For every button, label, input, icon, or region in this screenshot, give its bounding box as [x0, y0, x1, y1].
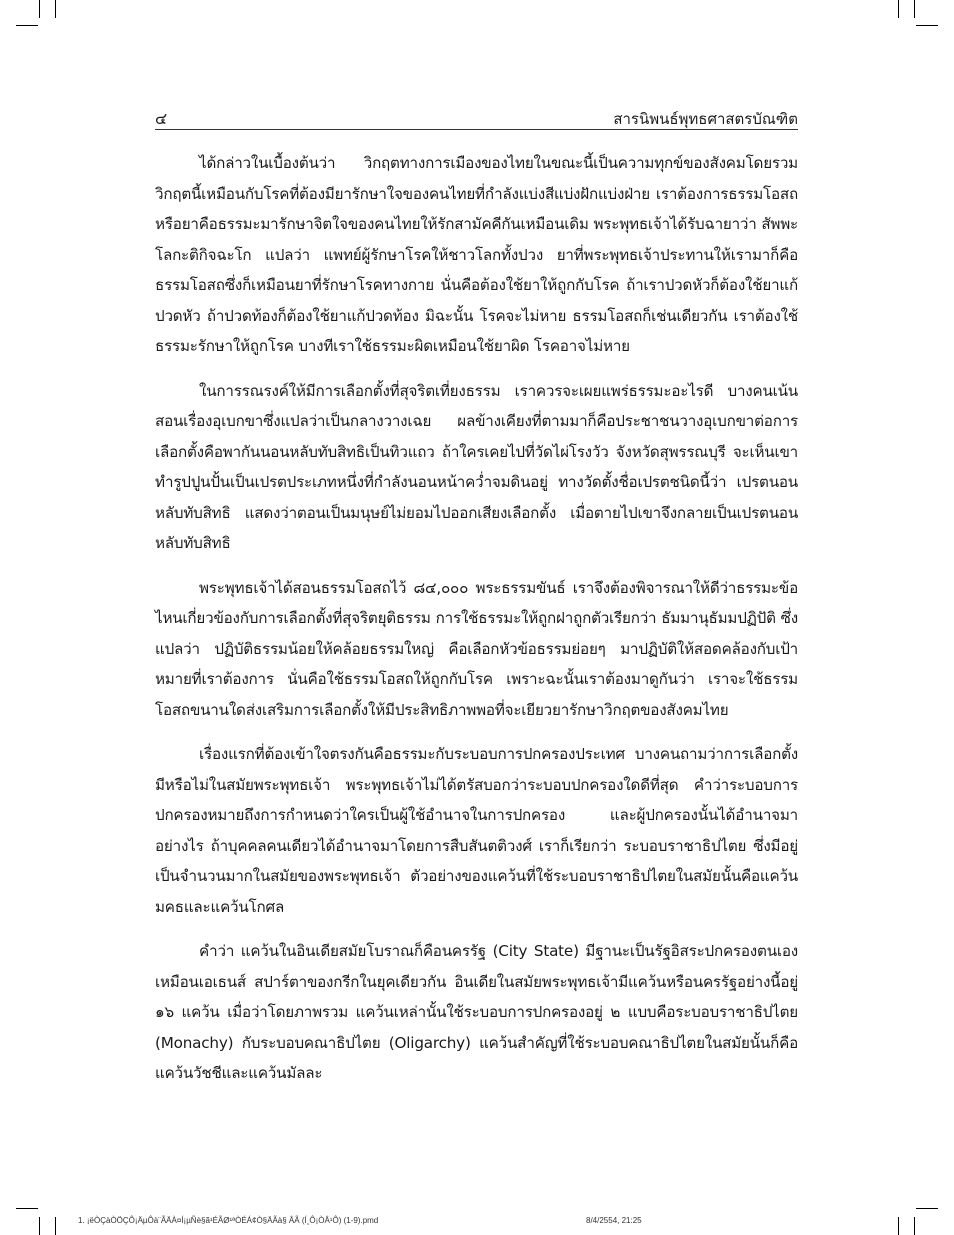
crop-mark-top-left-inner-vertical [39, 0, 40, 18]
crop-mark-bottom-left-horizontal [16, 1208, 38, 1209]
footer-file-name: 1. ¡ëÒÇàÒÖÇÔ¡ÄµÔà¨ÃÄÀ¤Í¡µÑè§ã¹ÉÃØ¹ªÒÉÁ¢Ò§ÄÃà§ ÂÃ (Í¸Ô¡ÒÂ¹Ô) (1-9).pmd [78, 1216, 379, 1225]
crop-mark-top-left-vertical [55, 0, 56, 18]
paragraph: เรื่องแรกที่ต้องเข้าใจตรงกันคือธรรมะกับระบอบการปกครองประเทศ บางคนถามว่าการเลือกตั้งมีหรือไม่ในสมัยพระพุทธเจ้า พระพุทธเจ้าไม่ได้ตรัสบอกว่าระบอบปกครองใดดีที่สุด คำว่าระบอบการปกครองหมายถึงการกำหนดว่าใครเป็นผู้ใช้อำนาจในการปกครอง และผู้ปกครองนั้นได้อำนาจมาอย่างไร ถ้าบุคคลคนเดียวได้อำนาจมาโดยการสืบสันตติวงศ์ เราก็เรียกว่า ระบอบราชาธิปไตย ซึ่งมีอยู่เป็นจำนวนมากในสมัยของพระพุทธเจ้า ตัวอย่างของแคว้นที่ใช้ระบอบราชาธิปไตยในสมัยนั้นคือแคว้นมคธและแคว้นโกศล [155, 745, 798, 916]
crop-mark-top-right-horizontal [916, 25, 938, 26]
crop-mark-bottom-right-horizontal [916, 1208, 938, 1209]
crop-mark-top-left-horizontal [16, 25, 38, 26]
crop-mark-top-right-inner-vertical [914, 0, 915, 18]
running-title: สารนิพนธ์พุทธศาสตรบัณฑิต [613, 110, 798, 128]
footer-date-time: 8/4/2554, 21:25 [586, 1216, 642, 1225]
crop-mark-bottom-left-vertical [39, 1217, 40, 1235]
paragraph: พระพุทธเจ้าได้สอนธรรมโอสถไว้ ๘๔,๐๐๐ พระธรรมขันธ์ เราจึงต้องพิจารณาให้ดีว่าธรรมะข้อไหนเกี่ยวข้องกับการเลือกตั้งที่สุจริตยุติธรรม การใช้ธรรมะให้ถูกฝาถูกตัวเรียกว่า ธัมมานุธัมมปฏิปัติ ซึ่งแปลว่า ปฏิบัติธรรมน้อยให้คล้อยธรรมใหญ่ คือเลือกหัวข้อธรรมย่อยๆ มาปฏิบัติให้สอดคล้องกับเป้าหมายที่เราต้องการ นั่นคือใช้ธรรมโอสถให้ถูกกับโรค เพราะฉะนั้นเราต้องมาดูกันว่า เราจะใช้ธรรมโอสถขนานใดส่งเสริมการเลือกตั้งให้มีประสิทธิภาพพอที่จะเยียวยารักษาวิกฤตของสังคมไทย [155, 578, 798, 719]
crop-mark-top-right-vertical [898, 0, 899, 18]
paragraph: ในการรณรงค์ให้มีการเลือกตั้งที่สุจริตเที่ยงธรรม เราควรจะเผยแพร่ธรรมะอะไรดี บางคนเน้นสอนเรื่องอุเบกขาซึ่งแปลว่าเป็นกลางวางเฉย ผลข้างเคียงที่ตามมาก็คือประชาชนวางอุเบกขาต่อการเลือกตั้งคือพากันนอนหลับทับสิทธิเป็นทิวแถว ถ้าใครเคยไปที่วัดไผ่โรงวัว จังหวัดสุพรรณบุรี จะเห็นเขาทำรูปปูนปั้นเป็นเปรตประเภทหนึ่งที่กำลังนอนหน้าคว่ำจมดินอยู่ ทางวัดตั้งชื่อเปรตชนิดนี้ว่า เปรตนอนหลับทับสิทธิ แสดงว่าตอนเป็นมนุษย์ไม่ยอมไปออกเสียงเลือกตั้ง เมื่อตายไปเขาจึงกลายเป็นเปรตนอนหลับทับสิทธิ [155, 381, 798, 552]
page-header [155, 107, 798, 130]
page-number: ๔ [155, 109, 168, 128]
body-text [155, 148, 798, 1103]
crop-mark-bottom-left-inner-vertical [55, 1217, 56, 1235]
crop-mark-bottom-right-inner-vertical [914, 1217, 915, 1235]
paragraph: คำว่า แคว้นในอินเดียสมัยโบราณก็คือนครรัฐ (City State) มีฐานะเป็นรัฐอิสระปกครองตนเองเหมือนเอเธนส์ สปาร์ตาของกรีกในยุคเดียวกัน อินเดียในสมัยพระพุทธเจ้ามีแคว้นหรือนครรัฐอย่างนี้อยู่ ๑๖ แคว้น เมื่อว่าโดยภาพรวม แคว้นเหล่านั้นใช้ระบอบการปกครองอยู่ ๒ แบบคือระบอบราชาธิปไตย (Monachy) กับระบอบคณาธิปไตย (Oligarchy) แคว้นสำคัญที่ใช้ระบอบคณาธิปไตยในสมัยนั้นก็คือแคว้นวัชชีและแคว้นมัลละ [155, 942, 798, 1082]
crop-mark-bottom-right-vertical [898, 1217, 899, 1235]
paragraph: ได้กล่าวในเบื้องต้นว่า วิกฤตทางการเมืองของไทยในขณะนี้เป็นความทุกข์ของสังคมโดยรวม วิกฤตนี้เหมือนกับโรคที่ต้องมียารักษาใจของคนไทยที่กำลังแบ่งสีแบ่งฝักแบ่งฝ่าย เราต้องการธรรมโอสถหรือยาคือธรรมะมารักษาจิตใจของคนไทยให้รักสามัคคีกันเหมือนเดิม พระพุทธเจ้าได้รับฉายาว่า สัพพะโลกะติกิจฉะโก แปลว่า แพทย์ผู้รักษาโรคให้ชาวโลกทั้งปวง ยาที่พระพุทธเจ้าประทานให้เรามาก็คือธรรมโอสถซึ่งก็เหมือนยาที่รักษาโรคทางกาย นั่นคือต้องใช้ยาให้ถูกกับโรค ถ้าเราปวดหัวก็ต้องใช้ยาแก้ปวดหัว ถ้าปวดท้องก็ต้องใช้ยาแก้ปวดท้อง มิฉะนั้น โรคจะไม่หาย ธรรมโอสถก็เช่นเดียวกัน เราต้องใช้ธรรมะรักษาให้ถูกโรค บางทีเราใช้ธรรมะผิดเหมือนใช้ยาผิด โรคอาจไม่หาย [155, 154, 798, 355]
